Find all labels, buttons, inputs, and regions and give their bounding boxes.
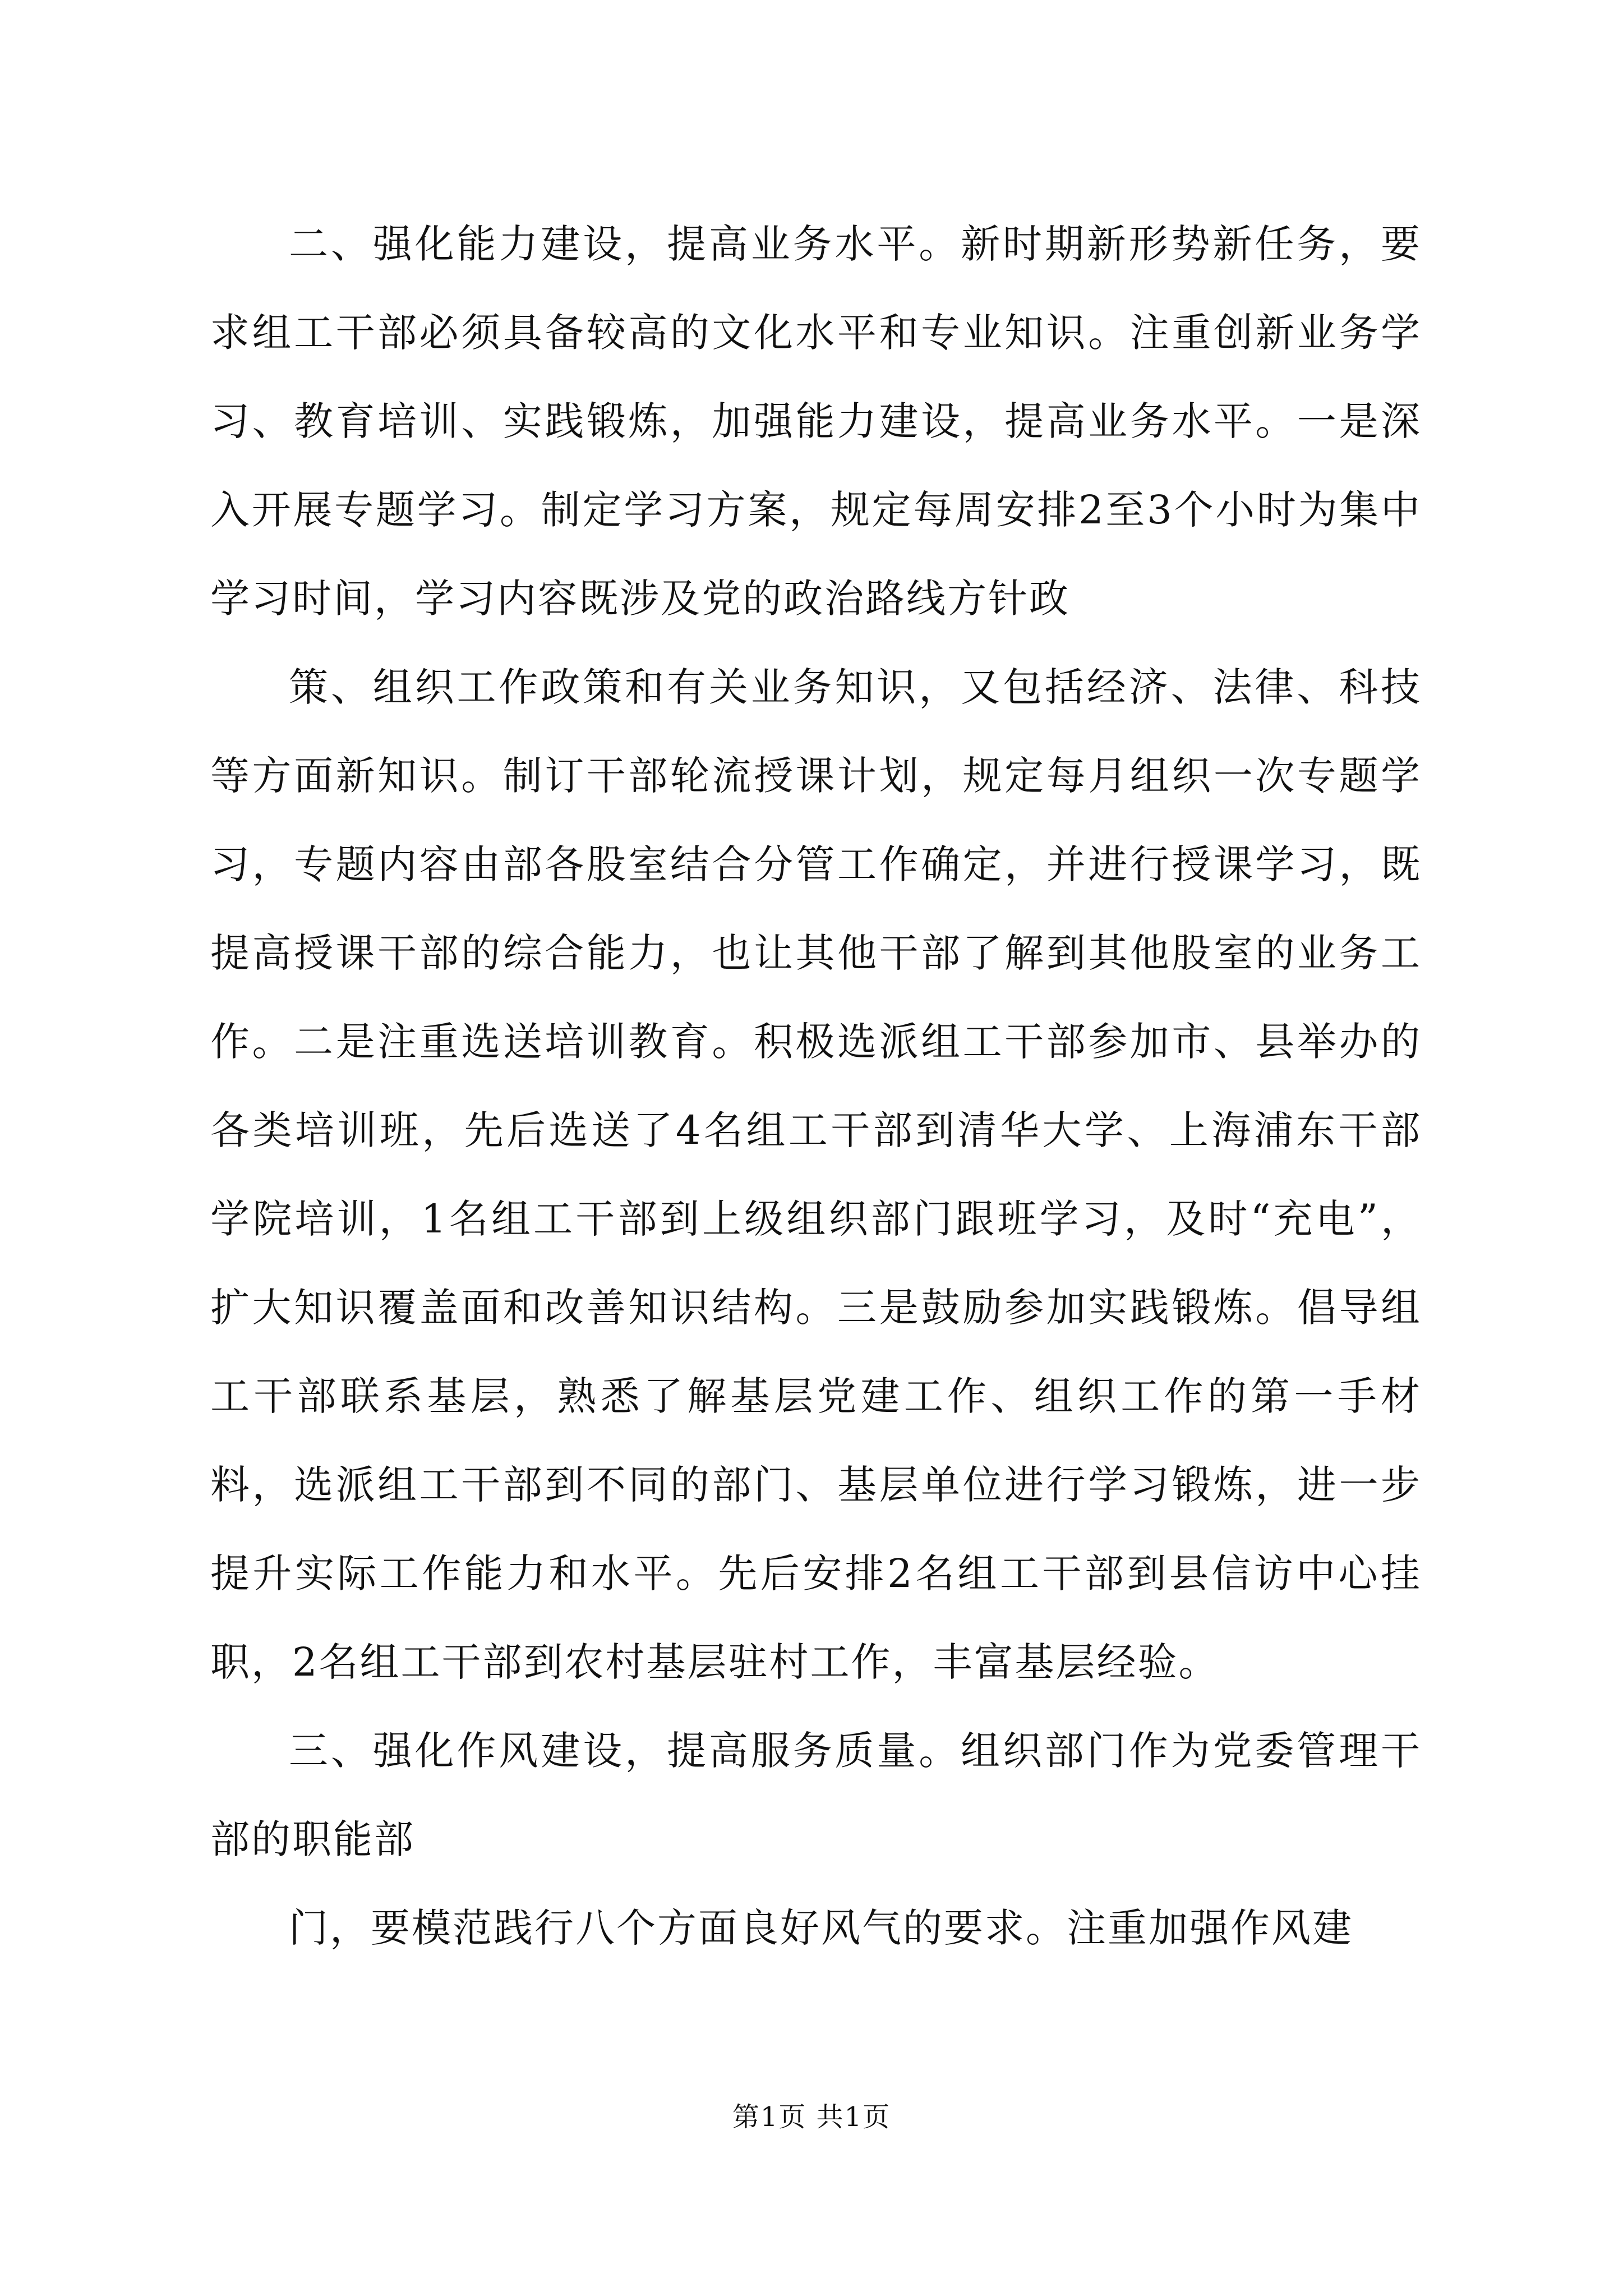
document-body [210, 200, 1422, 1972]
paragraph-ability-building: 二、强化能力建设，提高业务水平。新时期新形势新任务，要求组工干部必须具备较高的文化水平和专业知识。注重创新业务学习、教育培训、实践锻炼，加强能力建设，提高业务水平。一是深入开展专题学习。制定学习方案，规定每周安排2至3个小时为集中学习时间，学习内容既涉及党的政治路线方针政 [210, 221, 1422, 622]
paragraph-work-style-building: 三、强化作风建设，提高服务质量。组织部门作为党委管理干部的职能部 [210, 1728, 1422, 1862]
paragraph-continued-text: 门，要模范践行八个方面良好风气的要求。注重加强作风建 [289, 1905, 1353, 1951]
page-number-footer: 第1页 共1页 [732, 2101, 891, 2133]
paragraph-training-and-practice: 策、组织工作政策和有关业务知识，又包括经济、法律、科技等方面新知识。制订干部轮流授课计划，规定每月组织一次专题学习，专题内容由部各股室结合分管工作确定，并进行授课学习，既提高授课干部的综合能力，也让其他干部了解到其他股室的业务工作。二是注重选送培训教育。积极选派组工干部参加市、县举办的各类培训班，先后选送了4名组工干部到清华大学、上海浦东干部学院培训，1名组工干部到上级组织部门跟班学习，及时“充电”，扩大知识覆盖面和改善知识结构。三是鼓励参加实践锻炼。倡导组工干部联系基层，熟悉了解基层党建工作、组织工作的第一手材料，选派组工干部到不同的部门、基层单位进行学习锻炼，进一步提升实际工作能力和水平。先后安排2名组工干部到县信访中心挂职，2名组工干部到农村基层驻村工作，丰富基层经验。 [210, 664, 1422, 1685]
